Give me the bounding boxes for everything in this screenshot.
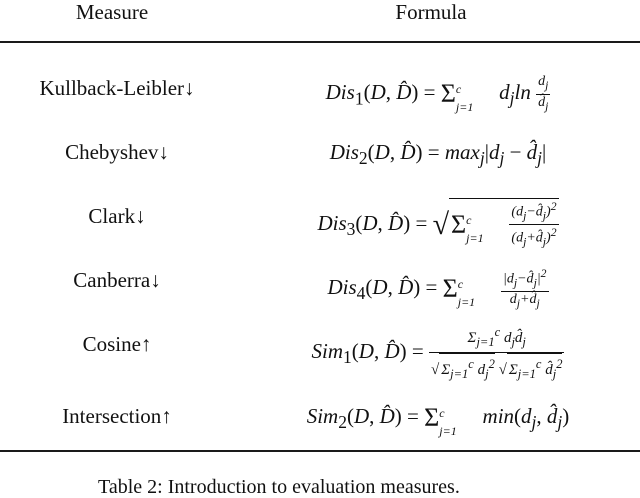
measure-intersection: Intersection↑ [62,404,172,428]
formula-canberra: Dis$_4$(D, D̂) = Σ c j=1 $\frac{|d_j-d̂_j|^2}{d_j+d̂_j}$ [327,267,547,311]
formula-cosine: Sim$_1$(D, D̂) = $\frac{\Sigma_{j=1}^c d_jd̂_j}{√ \Sigma_{j=1}^c d_j^2 √ \Sigma_{j=1}^c d̂_j^2}$ [236,322,640,384]
table-caption: Table 2: Introduction to evaluation measures. [98,476,460,498]
measure-canberra: Canberra↓ [73,268,161,292]
top-rule [0,41,640,43]
bottom-rule [0,450,640,452]
formula-chebyshev: Dis$_2$(D, D̂) = $\max_j|d_j$ − $d̂_j|$ [329,140,547,169]
formula-intersection: Sim$_2$(D, D̂) = Σ c j=1 $\min(d_j$, $d̂_j$) [306,403,570,438]
formula-clark: Dis$_3$(D, D̂) = √Σ c j=1 $\frac{(d_j-d̂_j)^2}{(d_j+d̂_j)^2}$ [317,200,557,249]
measure-clark: Clark↓ [88,204,146,228]
formula-kullback-leibler: Dis$_1$(D, D̂) = Σ c j=1 $d_j\ln$ $\frac{d_j}{d̂_j}$ [325,74,549,115]
header-formula: Formula [395,0,467,24]
measure-cosine: Cosine↑ [82,332,152,356]
measure-chebyshev: Chebyshev↓ [65,140,169,164]
measure-kullback-leibler: Kullback-Leibler↓ [39,76,195,100]
header-measure: Measure [75,0,149,24]
